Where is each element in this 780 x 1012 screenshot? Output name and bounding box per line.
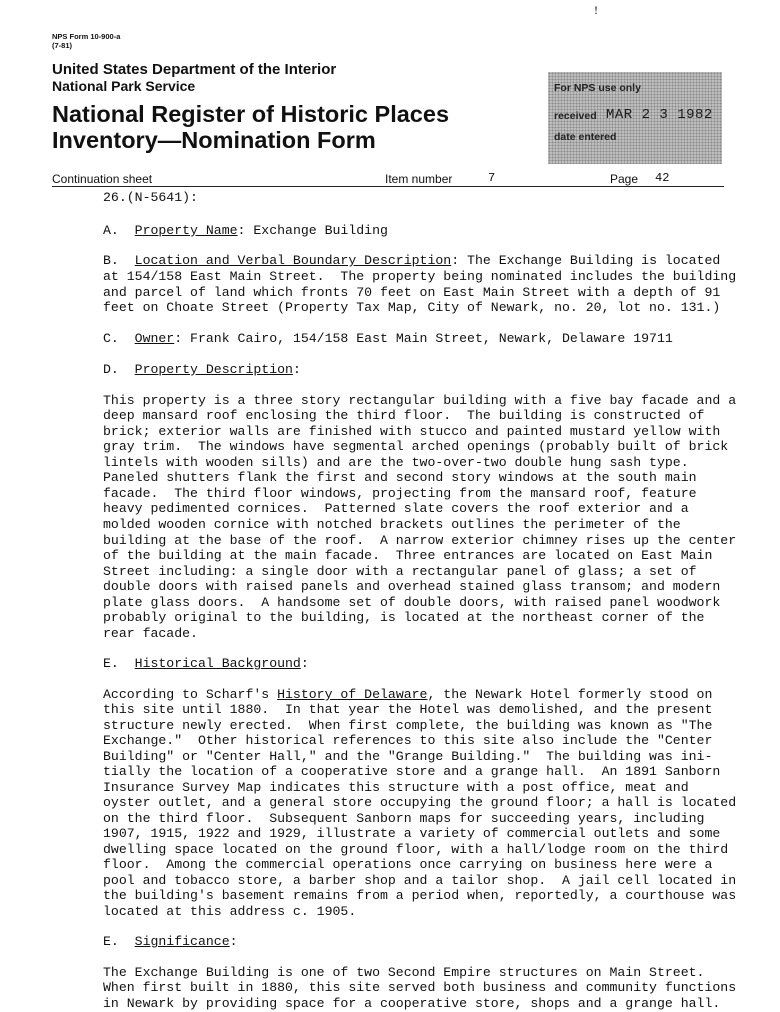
paragraph-line: pool and tobacco store, a barber shop and a tailor shop. A jail cell located in bbox=[103, 873, 737, 888]
section-text: : Exchange Building bbox=[237, 223, 388, 238]
paragraph-line: 1907, 1915, 1922 and 1929, illustrate a variety of commercial outlets and some bbox=[103, 826, 721, 841]
service-heading: National Park Service bbox=[52, 78, 196, 94]
page-number-value: 42 bbox=[655, 171, 670, 185]
paragraph-line: heavy pedimented cornices. Patterned slate covers the roof exterior and a bbox=[103, 501, 689, 516]
section-heading: Property Description bbox=[134, 362, 293, 377]
paragraph-line: structure newly erected. When first complete, the building was known as "The bbox=[103, 718, 713, 733]
section-letter: E. bbox=[103, 934, 119, 949]
section-c bbox=[103, 331, 673, 347]
paragraph-line: This property is a three story rectangular building with a five bay facade and a bbox=[103, 393, 737, 408]
section-text: : Frank Cairo, 154/158 East Main Street, Newark, Delaware 19711 bbox=[174, 331, 673, 346]
section-letter: C. bbox=[103, 331, 119, 346]
paragraph-line: Paneled shutters flank the first and second story windows at the south main bbox=[103, 470, 697, 485]
paragraph-line: Building" or "Center Hall," and the "Grange Building." The building was ini- bbox=[103, 749, 713, 764]
paragraph-line: and parcel of land which fronts 70 feet on East Main Street with a depth of 91 bbox=[103, 285, 721, 300]
paragraph-line bbox=[103, 687, 712, 703]
entry-id: 26.(N-5641): bbox=[103, 190, 198, 205]
paragraph-line: double doors with raised panels and overhead stained glass transom; and modern bbox=[103, 579, 721, 594]
page-label: Page bbox=[610, 172, 639, 186]
section-heading: Historical Background bbox=[134, 656, 301, 671]
paragraph-text: According to Scharf's bbox=[103, 687, 278, 702]
section-heading: Significance bbox=[134, 934, 230, 949]
section-heading: Property Name bbox=[134, 223, 238, 238]
paragraph-line: Street including: a single door with a rectangular panel of glass; a set of bbox=[103, 564, 697, 579]
form-number-text: NPS Form 10-900-a bbox=[52, 32, 121, 41]
item-number-label: Item number bbox=[385, 172, 453, 186]
nps-use-label: For NPS use only bbox=[554, 82, 641, 94]
form-number bbox=[52, 32, 120, 50]
section-letter: E. bbox=[103, 656, 119, 671]
paragraph-line: facade. The third floor windows, projecting from the mansard roof, feature bbox=[103, 486, 697, 501]
paragraph-line: tially the location of a cooperative store and a grange hall. An 1891 Sanborn bbox=[103, 764, 721, 779]
nps-use-box bbox=[548, 72, 722, 164]
section-e-history bbox=[103, 656, 309, 672]
section-b bbox=[103, 253, 720, 269]
paragraph-line: gray trim. The windows have segmental arched openings (probably built of brick bbox=[103, 439, 729, 454]
paragraph-line: on the third floor. Subsequent Sanborn maps for succeeding years, including bbox=[103, 811, 705, 826]
received-date-stamp: MAR 2 3 1982 bbox=[606, 107, 713, 123]
section-colon: : bbox=[300, 656, 309, 671]
paragraph-line: dwelling space located on the ground floor, with a hall/lodge room on the third bbox=[103, 842, 729, 857]
book-title: History of Delaware bbox=[277, 687, 428, 702]
section-colon: : bbox=[292, 362, 301, 377]
form-title-line2: Inventory—Nomination Form bbox=[52, 127, 376, 153]
paragraph-line: The Exchange Building is one of two Second Empire structures on Main Street. bbox=[103, 965, 705, 980]
paragraph-line: in Newark by providing space for a cooperative store, shops and a grange hall. bbox=[103, 996, 721, 1011]
form-date-text: (7-81) bbox=[52, 41, 73, 50]
paragraph-line: of the building at the main facade. Three entrances are located on East Main bbox=[103, 548, 713, 563]
item-number-value: 7 bbox=[488, 171, 496, 185]
paragraph-line: rear facade. bbox=[103, 626, 198, 641]
section-d bbox=[103, 362, 301, 378]
header-rule bbox=[52, 186, 724, 187]
section-colon: : bbox=[229, 934, 238, 949]
paragraph-line: molded wooden cornice with notched brackets outlines the perimeter of the bbox=[103, 517, 681, 532]
continuation-sheet-label: Continuation sheet bbox=[52, 172, 153, 186]
paragraph-line: located at this address c. 1905. bbox=[103, 904, 357, 919]
paragraph-line: this site until 1880. In that year the Hotel was demolished, and the present bbox=[103, 702, 713, 717]
section-heading: Owner bbox=[134, 331, 175, 346]
paragraph-line: Insurance Survey Map indicates this structure with a post office, meat and bbox=[103, 780, 689, 795]
section-heading: Location and Verbal Boundary Description bbox=[134, 253, 452, 268]
section-text: : The Exchange Building is located bbox=[451, 253, 721, 268]
paragraph-line: floor. Among the commercial operations once carrying on business here were a bbox=[103, 857, 713, 872]
section-letter: D. bbox=[103, 362, 119, 377]
paragraph-line: deep mansard roof enclosing the third floor. The building is constructed of bbox=[103, 408, 705, 423]
paragraph-text: , the Newark Hotel formerly stood on bbox=[427, 687, 713, 702]
department-heading: United States Department of the Interior bbox=[52, 61, 337, 78]
paragraph-line: building at the base of the roof. A narrow exterior chimney rises up the center bbox=[103, 533, 737, 548]
section-letter: B. bbox=[103, 253, 119, 268]
section-a bbox=[103, 223, 388, 239]
form-title-line1: National Register of Historic Places bbox=[52, 101, 450, 127]
date-entered-label: date entered bbox=[554, 131, 617, 143]
paragraph-line: lintels with wooden sills) and are the two-over-two double hung sash type. bbox=[103, 455, 689, 470]
paragraph-line: probably original to the building, is located at the northeast corner of the bbox=[103, 610, 705, 625]
section-e-significance bbox=[103, 934, 238, 950]
paragraph-line: at 154/158 East Main Street. The property being nominated includes the building bbox=[103, 269, 737, 284]
paragraph-line: feet on Choate Street (Property Tax Map, City of Newark, no. 20, lot no. 131.) bbox=[103, 300, 721, 315]
paragraph-line: plate glass doors. A handsome set of double doors, with raised panel woodwork bbox=[103, 595, 721, 610]
received-label: received bbox=[554, 110, 597, 122]
paragraph-line: When first built in 1880, this site served both business and community functions bbox=[103, 980, 737, 995]
paragraph-line: brick; exterior walls are finished with stucco and painted mustard yellow with bbox=[103, 424, 721, 439]
paragraph-line: Exchange." Other historical references to this site also include the "Center bbox=[103, 733, 713, 748]
paragraph-line: the building's basement remains from a period when, reportedly, a courthouse was bbox=[103, 888, 737, 903]
margin-mark: ! bbox=[594, 3, 598, 17]
section-letter: A. bbox=[103, 223, 119, 238]
paragraph-line: oyster outlet, and a general store occupying the ground floor; a hall is located bbox=[103, 795, 737, 810]
